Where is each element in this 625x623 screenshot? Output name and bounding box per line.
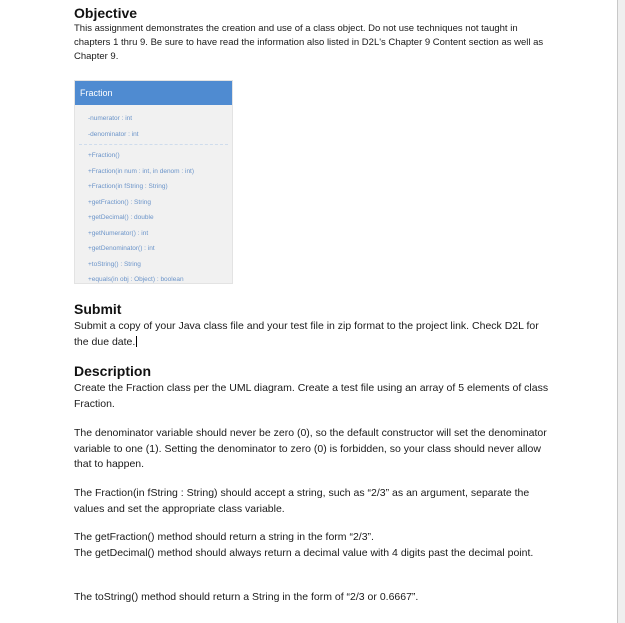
description-paragraph: The getFraction() method should return a string in the form “2/3”. The getDecimal() method should always return a decimal value with 4 digits past the decimal point. xyxy=(74,531,534,559)
uml-attribute: -denominator : int xyxy=(88,130,139,138)
uml-method: +equals(in obj : Object) : boolean xyxy=(88,276,184,283)
uml-method: +Fraction(in fString : String) xyxy=(88,183,168,190)
uml-method: +toString() : String xyxy=(88,260,141,268)
objective-paragraph: This assignment demonstrates the creation and use of a class object. Do not use techniques not taught in chapters 1 thru 9. Be sure to have read the information also listed in D2L's Chapter 9 Content section as well as Chapter 9. xyxy=(74,23,544,62)
submit-text: Submit a copy of your Java class file and your test file in zip format to the project link. Check D2L for the due date. xyxy=(74,320,539,348)
uml-attribute: -numerator : int xyxy=(88,115,133,122)
description-paragraph: The Fraction(in fString : String) should accept a string, such as “2/3” as an argument, separate the values and set the appropriate class variable. xyxy=(74,487,530,515)
uml-method: +getDecimal() : double xyxy=(88,214,154,221)
uml-method: +Fraction() xyxy=(88,152,120,159)
objective-heading: Objective xyxy=(74,5,138,21)
description-paragraph: Create the Fraction class per the UML diagram. Create a test file using an array of 5 elements of class Fraction. xyxy=(74,382,549,410)
submit-paragraph xyxy=(74,319,552,350)
description-paragraph: The denominator variable should never be zero (0), so the default constructor will set the denominator variable to one (1). Setting the denominator to zero (0) is forbidden, so your class should never allow that to happen. xyxy=(74,427,547,470)
description-heading: Description xyxy=(74,363,152,379)
page-margin xyxy=(618,0,625,623)
uml-attributes xyxy=(79,105,228,145)
description-paragraph: The toString() method should return a String in the form of “2/3 or 0.6667”. xyxy=(74,591,419,603)
text-cursor xyxy=(136,336,137,347)
submit-heading: Submit xyxy=(74,301,122,317)
uml-class-diagram xyxy=(74,80,233,284)
uml-method: +Fraction(in num : int, in denom : int) xyxy=(88,167,195,175)
uml-method: +getNumerator() : int xyxy=(88,229,149,237)
uml-method: +getFraction() : String xyxy=(88,198,152,206)
uml-method: +getDenominator() : int xyxy=(88,245,155,252)
uml-class-name: Fraction xyxy=(75,81,232,105)
uml-methods xyxy=(79,145,228,288)
